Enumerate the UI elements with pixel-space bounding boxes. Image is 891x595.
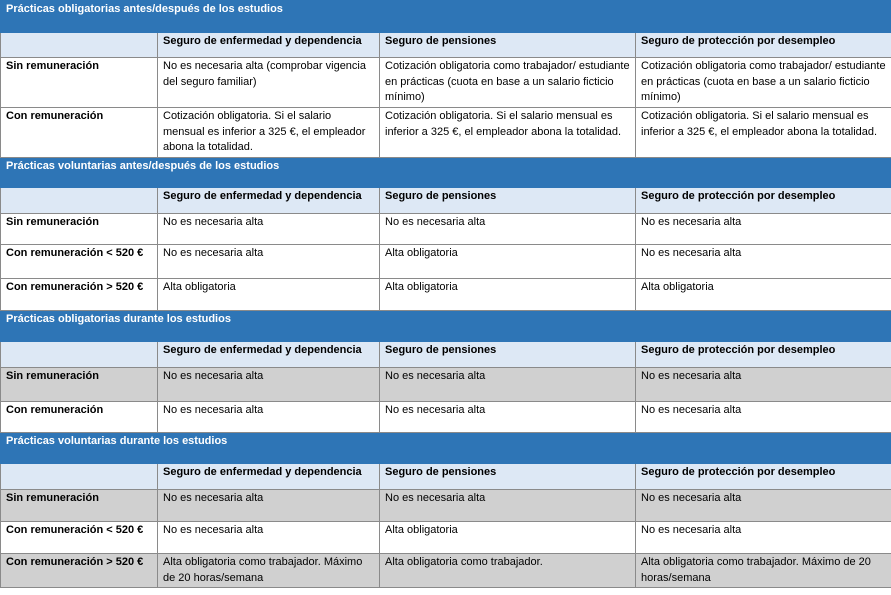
table-cell: No es necesaria alta xyxy=(158,522,380,554)
row-label: Sin remuneración xyxy=(1,214,158,245)
column-header: Seguro de protección por desempleo xyxy=(636,188,891,214)
table-cell: Cotización obligatoria. Si el salario mensual es inferior a 325 €, el empleador abona la totalidad. xyxy=(158,108,380,158)
table-row xyxy=(1,368,891,402)
section-title: Prácticas voluntarias durante los estudios xyxy=(1,433,891,464)
row-label: Con remuneración < 520 € xyxy=(1,245,158,279)
table-cell: No es necesaria alta xyxy=(636,368,891,402)
row-label: Con remuneración xyxy=(1,108,158,158)
column-header: Seguro de protección por desempleo xyxy=(636,33,891,58)
table-cell: No es necesaria alta xyxy=(380,490,636,522)
row-label: Sin remuneración xyxy=(1,58,158,108)
table-row xyxy=(1,279,891,311)
column-header: Seguro de enfermedad y dependencia xyxy=(158,33,380,58)
section-title: Prácticas obligatorias antes/después de los estudios xyxy=(1,1,891,33)
table-cell: Cotización obligatoria como trabajador/ estudiante en prácticas (cuota en base a un salario ficticio mínimo) xyxy=(636,58,891,108)
row-label: Con remuneración xyxy=(1,402,158,433)
section-title-row xyxy=(1,311,891,342)
table-row xyxy=(1,58,891,108)
table-cell: No es necesaria alta xyxy=(636,522,891,554)
section-title-row xyxy=(1,1,891,33)
table-cell: No es necesaria alta xyxy=(158,214,380,245)
table-row xyxy=(1,402,891,433)
table-cell: No es necesaria alta xyxy=(158,490,380,522)
table-cell: No es necesaria alta xyxy=(380,368,636,402)
table-cell: Alta obligatoria xyxy=(380,522,636,554)
empty-header-cell xyxy=(1,342,158,368)
table-cell: Alta obligatoria xyxy=(158,279,380,311)
column-header: Seguro de enfermedad y dependencia xyxy=(158,188,380,214)
column-header-row xyxy=(1,464,891,490)
table-row xyxy=(1,214,891,245)
row-label: Con remuneración < 520 € xyxy=(1,522,158,554)
column-header-row xyxy=(1,33,891,58)
column-header-row xyxy=(1,342,891,368)
table-cell: Alta obligatoria xyxy=(380,245,636,279)
table-row xyxy=(1,554,891,588)
empty-header-cell xyxy=(1,464,158,490)
empty-header-cell xyxy=(1,33,158,58)
table-cell: No es necesaria alta xyxy=(636,490,891,522)
row-label: Con remuneración > 520 € xyxy=(1,554,158,588)
table-row xyxy=(1,245,891,279)
table-cell: No es necesaria alta xyxy=(380,402,636,433)
table-cell: Cotización obligatoria como trabajador/ estudiante en prácticas (cuota en base a un salario ficticio mínimo) xyxy=(380,58,636,108)
table-cell: Alta obligatoria xyxy=(380,279,636,311)
table-cell: No es necesaria alta xyxy=(158,402,380,433)
table-cell: No es necesaria alta (comprobar vigencia del seguro familiar) xyxy=(158,58,380,108)
row-label: Sin remuneración xyxy=(1,368,158,402)
table-cell: No es necesaria alta xyxy=(636,402,891,433)
table-cell: No es necesaria alta xyxy=(158,368,380,402)
table-cell: Alta obligatoria como trabajador. Máximo de 20 horas/semana xyxy=(158,554,380,588)
table-cell: Cotización obligatoria. Si el salario mensual es inferior a 325 €, el empleador abona la totalidad. xyxy=(636,108,891,158)
section-title-row xyxy=(1,158,891,188)
column-header: Seguro de pensiones xyxy=(380,188,636,214)
column-header: Seguro de pensiones xyxy=(380,33,636,58)
table-cell: Alta obligatoria xyxy=(636,279,891,311)
table-cell: No es necesaria alta xyxy=(636,245,891,279)
table-cell: Alta obligatoria como trabajador. Máximo de 20 horas/semana xyxy=(636,554,891,588)
table-row xyxy=(1,490,891,522)
table-row xyxy=(1,522,891,554)
column-header: Seguro de enfermedad y dependencia xyxy=(158,464,380,490)
table-cell: Alta obligatoria como trabajador. xyxy=(380,554,636,588)
column-header: Seguro de pensiones xyxy=(380,342,636,368)
table-cell: No es necesaria alta xyxy=(636,214,891,245)
table-cell: No es necesaria alta xyxy=(158,245,380,279)
section-title: Prácticas obligatorias durante los estudios xyxy=(1,311,891,342)
column-header: Seguro de enfermedad y dependencia xyxy=(158,342,380,368)
empty-header-cell xyxy=(1,188,158,214)
row-label: Con remuneración > 520 € xyxy=(1,279,158,311)
column-header: Seguro de protección por desempleo xyxy=(636,464,891,490)
table-row xyxy=(1,108,891,158)
row-label: Sin remuneración xyxy=(1,490,158,522)
section-title: Prácticas voluntarias antes/después de los estudios xyxy=(1,158,891,188)
section-title-row xyxy=(1,433,891,464)
column-header: Seguro de protección por desempleo xyxy=(636,342,891,368)
table-cell: No es necesaria alta xyxy=(380,214,636,245)
table-cell: Cotización obligatoria. Si el salario mensual es inferior a 325 €, el empleador abona la totalidad. xyxy=(380,108,636,158)
column-header-row xyxy=(1,188,891,214)
column-header: Seguro de pensiones xyxy=(380,464,636,490)
